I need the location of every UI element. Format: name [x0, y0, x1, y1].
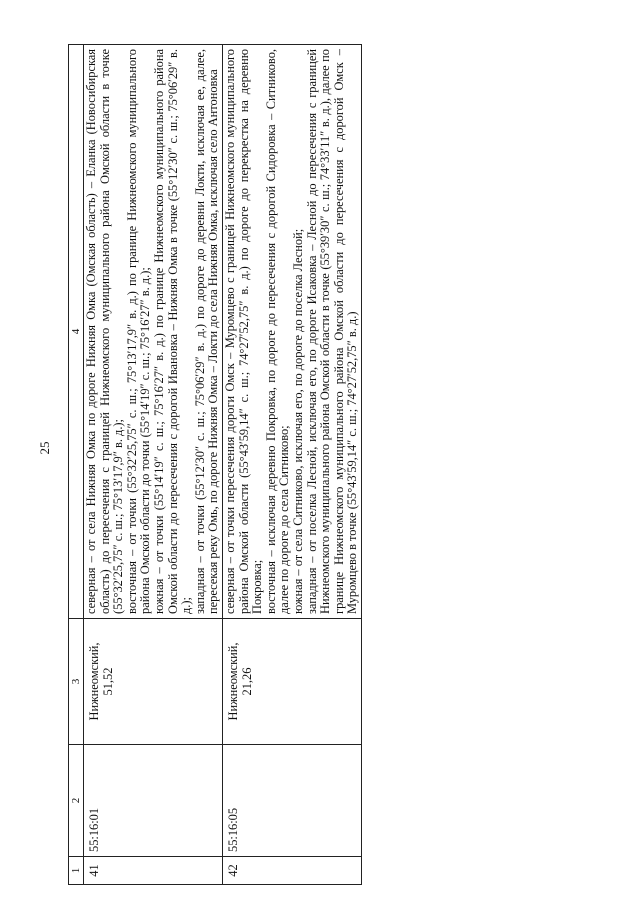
- row-number: 42: [222, 857, 361, 885]
- table-header-row: [69, 45, 84, 885]
- header-col-4: 4: [69, 45, 84, 619]
- zone-code: 55:16:05: [222, 745, 361, 857]
- boundary-north: северная – от села Нижняя Омка по дороге Нижняя Омка (Омская область) – Еланка (Новосибирская область) до пересечения с границей Нижнеомского муниципального района Омской области в точке (55°32′25,75″ с. ш.; 75°13′17,9″ в. д.);: [84, 49, 126, 614]
- boundary-west: западная – от точки (55°12′30″ с. ш.; 75°06′29″ в. д.) по дороге до деревни Локти, исключая ее, далее, пересекая реку Омь, по дороге Нижняя Омка – Локти до села Нижняя Омка, исключая село Антоновка: [192, 49, 221, 614]
- district-area-cell: [84, 619, 223, 745]
- area-value: 51,52: [100, 667, 115, 696]
- header-col-2: 2: [69, 745, 84, 857]
- district-name: Нижнеомский,: [225, 642, 240, 721]
- district-name: Нижнеомский,: [87, 642, 101, 721]
- area-value: 21,26: [239, 667, 254, 696]
- boundary-south: южная – от точки (55°14′19″ с. ш.; 75°16′27″ в. д.) по границе Нижнеомского муниципального района Омской области до пересечения с дорогой Ивановка – Нижняя Омка в точке (55°12′30″ с. ш.; 75°06′29″ в. д.);: [151, 49, 194, 614]
- header-col-1: 1: [69, 857, 84, 885]
- boundary-table: [68, 44, 362, 885]
- boundary-east: восточная – исключая деревню Покровка, по дороге до пересечения с дорогой Сидоровка – Ситниково, далее по дороге до села Ситниково;: [263, 49, 292, 614]
- boundary-west: западная – от поселка Лесной, исключая его, по дороге Исаковка – Лесной до пересечения с границей Нижнеомского муниципального района Омской области в точке (55°39′30″ с. ш.; 74°33′11″ в. д.), далее по границе Нижнеомского муниципального района Омской области до пересечения с дорогой Омск – Муромцево в точке (55°43′59,14″ с. ш.; 74°27′52,75″ в. д.): [304, 49, 360, 614]
- district-area-cell: [222, 619, 361, 745]
- page-number: 25: [37, 441, 52, 455]
- rotated-table-sheet: [68, 45, 623, 885]
- row-number: 41: [84, 857, 223, 885]
- header-col-3: 3: [69, 619, 84, 745]
- boundary-east: восточная – от точки (55°32′25,75″ с. ш.; 75°13′17,9″ в. д.) по границе Нижнеомского муниципального района Омской области до точки (55°14′19″ с. ш.; 75°16′27″ в. д.);: [124, 49, 153, 614]
- boundaries-cell: [222, 45, 361, 619]
- zone-code: 55:16:01: [84, 745, 223, 857]
- boundary-south: южная – от села Ситниково, исключая его, по дороге до поселка Лесной;: [290, 228, 305, 614]
- boundary-north: северная – от точки пересечения дороги Омск – Муромцево с границей Нижнеомского муниципального района Омской области (55°43′59,14″ с. ш.; 74°27′52,75″ в. д.) по дороге до перекрестка на деревню Покровка;: [222, 49, 265, 614]
- table-row: [222, 45, 361, 885]
- boundaries-cell: [84, 45, 223, 619]
- table-row: [84, 45, 223, 885]
